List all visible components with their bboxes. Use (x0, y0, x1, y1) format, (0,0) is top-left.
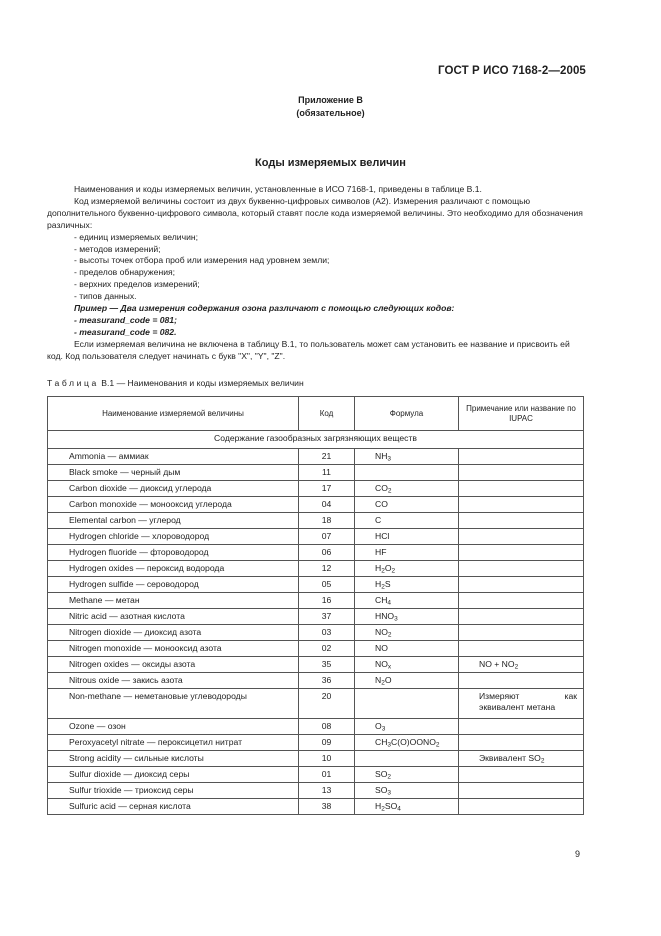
cell-name: Methane — метан (48, 593, 299, 609)
table-row (48, 673, 584, 689)
example-line: - measurand_code = 081; (74, 314, 177, 325)
table-row (48, 561, 584, 577)
table-caption-text: В.1 — Наименования и коды измеряемых величин (98, 378, 304, 388)
table-row (48, 735, 584, 751)
cell-code: 12 (299, 561, 355, 577)
table-row (48, 719, 584, 735)
cell-code: 21 (299, 449, 355, 465)
cell-code: 09 (299, 735, 355, 751)
cell-formula (355, 465, 459, 481)
cell-code: 16 (299, 593, 355, 609)
cell-formula: CO (355, 497, 459, 513)
cell-note (459, 497, 584, 513)
example-line: - measurand_code = 082. (74, 326, 177, 337)
example-lines (47, 315, 584, 339)
cell-name: Non-methane — неметановые углеводороды (48, 689, 299, 719)
table-row (48, 593, 584, 609)
cell-note: Эквивалент $SO_2$ (459, 751, 584, 767)
cell-formula: $N_2O$ (355, 673, 459, 689)
table-row (48, 799, 584, 815)
annex-title: Приложение В (298, 95, 363, 105)
table-row (48, 641, 584, 657)
cell-name: Nitrogen dioxide — диоксид азота (48, 625, 299, 641)
annex-status: (обязательное) (296, 108, 365, 118)
cell-note (459, 609, 584, 625)
cell-note (459, 529, 584, 545)
cell-name: Hydrogen sulfide — сероводород (48, 577, 299, 593)
list-item: - пределов обнаружения; (74, 267, 176, 278)
table-row (48, 545, 584, 561)
cell-formula: $CH_3C(O)OONO_2$ (355, 735, 459, 751)
cell-formula: $CO_2$ (355, 481, 459, 497)
table-row (48, 577, 584, 593)
page-number: 9 (575, 849, 581, 859)
table-caption-label: Таблица (47, 378, 99, 388)
cell-formula: HF (355, 545, 459, 561)
cell-formula: $NO_2$ (355, 625, 459, 641)
cell-name: Elemental carbon — углерод (48, 513, 299, 529)
cell-name: Black smoke — черный дым (48, 465, 299, 481)
paragraph-1: Наименования и коды измеряемых величин, установленные в ИСО 7168-1, приведены в таблице В.1. (74, 184, 482, 194)
list-item: - единиц измеряемых величин; (74, 231, 199, 242)
table-row (48, 783, 584, 799)
cell-name: Carbon dioxide — диоксид углерода (48, 481, 299, 497)
column-header: Наименование измеряемой величины (48, 397, 299, 431)
cell-formula: $NO_x$ (355, 657, 459, 673)
table-row (48, 481, 584, 497)
cell-note (459, 783, 584, 799)
table-row (48, 625, 584, 641)
table-row (48, 689, 584, 719)
cell-note (459, 799, 584, 815)
body-text (47, 184, 584, 363)
column-header: Формула (355, 397, 459, 431)
cell-code: 06 (299, 545, 355, 561)
table-row (48, 497, 584, 513)
cell-note (459, 625, 584, 641)
cell-formula: $H_2SO_4$ (355, 799, 459, 815)
paragraph-3: Если измеряемая величина не включена в таблицу В.1, то пользователь может сам установить ее название и присвоить ей код. Код пользователя следует начинать с букв "X", "Y", "Z". (47, 338, 570, 361)
table-row (48, 767, 584, 783)
cell-name: Sulfuric acid — серная кислота (48, 799, 299, 815)
table-row (48, 513, 584, 529)
table-caption (47, 378, 304, 388)
cell-name: Strong acidity — сильные кислоты (48, 751, 299, 767)
cell-note: NO + $NO_2$ (459, 657, 584, 673)
cell-formula: $SO_3$ (355, 783, 459, 799)
cell-note (459, 577, 584, 593)
group-label: Содержание газообразных загрязняющих веществ (48, 431, 584, 449)
cell-code: 02 (299, 641, 355, 657)
list-item: - методов измерений; (74, 243, 161, 254)
measurand-table (47, 396, 584, 815)
cell-code: 04 (299, 497, 355, 513)
table-header-row (48, 397, 584, 431)
cell-name: Nitrogen oxides — оксиды азота (48, 657, 299, 673)
cell-code: 05 (299, 577, 355, 593)
cell-note (459, 449, 584, 465)
cell-note (459, 465, 584, 481)
cell-code: 20 (299, 689, 355, 719)
table-row (48, 751, 584, 767)
cell-formula: HCl (355, 529, 459, 545)
cell-name: Sulfur dioxide — диоксид серы (48, 767, 299, 783)
cell-name: Nitric acid — азотная кислота (48, 609, 299, 625)
cell-name: Nitrogen monoxide — монооксид азота (48, 641, 299, 657)
cell-name: Peroxyacetyl nitrate — пероксицетил нитрат (48, 735, 299, 751)
paragraph-2: Код измеряемой величины состоит из двух буквенно-цифровых символов (А2). Измерения различают с помощью дополнительного буквенно-цифрового символа, который ставят после кода измеряемой величины. Это необходимо для обозначения различных: (47, 195, 583, 230)
cell-name: Nitrous oxide — закись азота (48, 673, 299, 689)
column-header: Код (299, 397, 355, 431)
table-row (48, 465, 584, 481)
cell-name: Hydrogen oxides — пероксид водорода (48, 561, 299, 577)
column-header: Примечание или название по IUPAC (459, 397, 584, 431)
cell-name: Ammonia — аммиак (48, 449, 299, 465)
table-group-row (48, 431, 584, 449)
example-title: Пример — Два измерения содержания озона различают с помощью следующих кодов: (74, 303, 455, 314)
cell-name: Carbon monoxide — монооксид углерода (48, 497, 299, 513)
table-row (48, 609, 584, 625)
cell-note: Измеряют как эквивалент метана (459, 689, 584, 719)
cell-code: 03 (299, 625, 355, 641)
cell-note (459, 719, 584, 735)
table-row (48, 449, 584, 465)
cell-note (459, 673, 584, 689)
cell-formula: $CH_4$ (355, 593, 459, 609)
cell-formula: $HNO_3$ (355, 609, 459, 625)
cell-formula: $O_3$ (355, 719, 459, 735)
cell-note (459, 513, 584, 529)
cell-note (459, 561, 584, 577)
cell-note (459, 593, 584, 609)
cell-formula: $H_2O_2$ (355, 561, 459, 577)
cell-formula: $SO_2$ (355, 767, 459, 783)
cell-code: 10 (299, 751, 355, 767)
cell-formula: C (355, 513, 459, 529)
cell-name: Hydrogen chloride — хлороводород (48, 529, 299, 545)
cell-code: 18 (299, 513, 355, 529)
cell-formula: $H_2S$ (355, 577, 459, 593)
cell-code: 07 (299, 529, 355, 545)
cell-formula (355, 751, 459, 767)
list (47, 232, 584, 303)
cell-formula: NO (355, 641, 459, 657)
document-header: ГОСТ Р ИСО 7168-2—2005 (438, 65, 586, 77)
cell-code: 17 (299, 481, 355, 497)
cell-note (459, 481, 584, 497)
cell-code: 36 (299, 673, 355, 689)
cell-formula: $NH_3$ (355, 449, 459, 465)
list-item: - высоты точек отбора проб или измерения над уровнем земли; (74, 255, 330, 266)
list-item: - верхних пределов измерений; (74, 279, 200, 290)
cell-note (459, 735, 584, 751)
table-row (48, 529, 584, 545)
section-title: Коды измеряемых величин (255, 157, 406, 169)
cell-code: 38 (299, 799, 355, 815)
cell-code: 08 (299, 719, 355, 735)
cell-note (459, 767, 584, 783)
table-row (48, 657, 584, 673)
cell-code: 37 (299, 609, 355, 625)
cell-name: Sulfur trioxide — триоксид серы (48, 783, 299, 799)
cell-name: Ozone — озон (48, 719, 299, 735)
cell-code: 01 (299, 767, 355, 783)
cell-code: 11 (299, 465, 355, 481)
list-item: - типов данных. (74, 291, 137, 302)
cell-code: 35 (299, 657, 355, 673)
cell-name: Hydrogen fluoride — фтороводород (48, 545, 299, 561)
cell-code: 13 (299, 783, 355, 799)
cell-formula (355, 689, 459, 719)
cell-note (459, 545, 584, 561)
cell-note (459, 641, 584, 657)
